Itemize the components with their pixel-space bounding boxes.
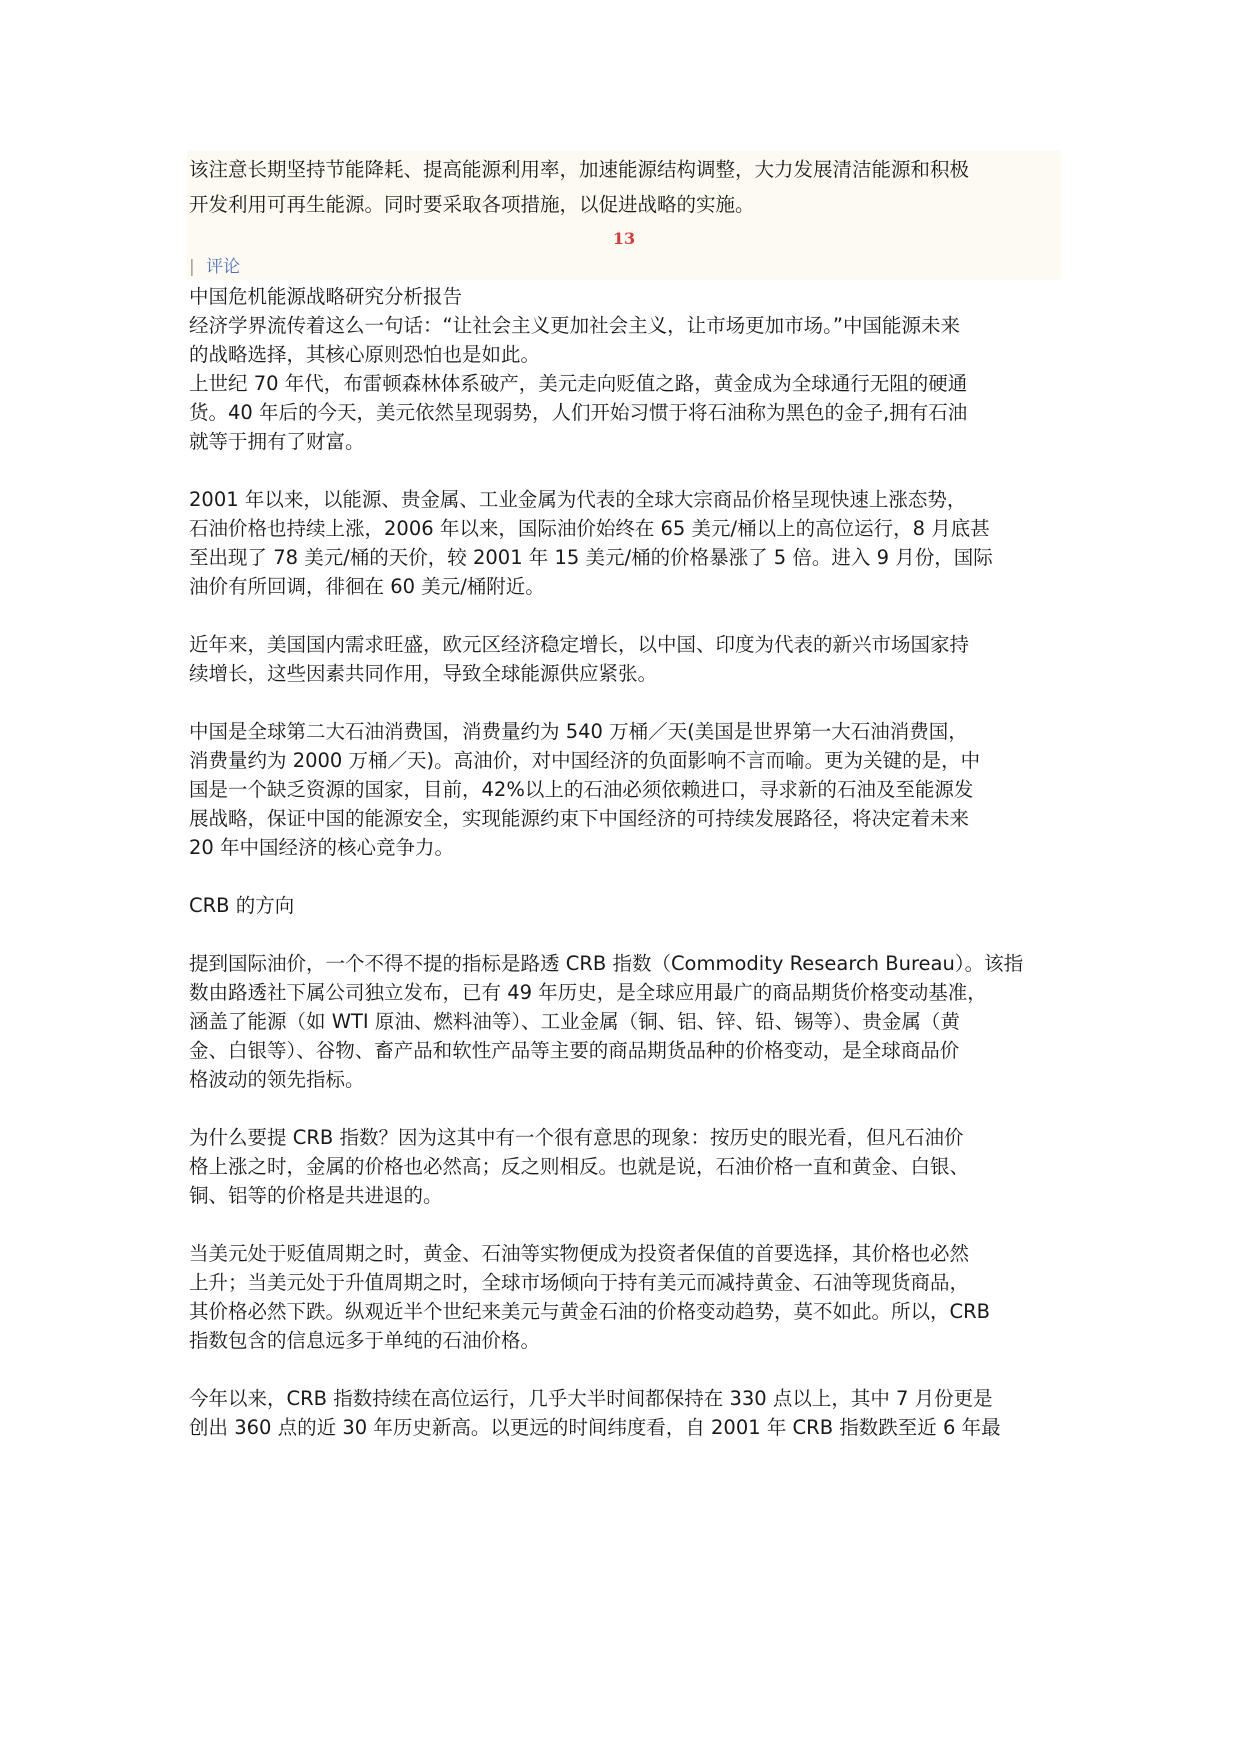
section-heading: CRB 的方向 [189,894,295,917]
paragraph-line: 涵盖了能源（如 WTI 原油、燃料油等）、工业金属（铜、铝、锌、铅、锡等）、贵金属（黄 [189,1010,960,1033]
paragraph-line: 石油价格也持续上涨，2006 年以来，国际油价始终在 65 美元/桶以上的高位运行，8 月底甚 [189,517,990,540]
paragraph-gap [189,920,1061,949]
paragraph-gap [189,862,1061,891]
paragraph-line: 消费量约为 2000 万桶／天)。高油价，对中国经济的负面影响不言而喻。更为关键的是，中 [189,749,981,772]
paragraph-line: 20 年中国经济的核心竞争力。 [189,836,455,859]
paragraph-line: 金、白银等）、谷物、畜产品和软性产品等主要的商品期货品种的价格变动，是全球商品价 [189,1039,960,1062]
paragraph-gap [189,1210,1061,1239]
paragraph-line: 展战略，保证中国的能源安全，实现能源约束下中国经济的可持续发展路径，将决定着未来 [189,807,970,830]
comment-link[interactable]: 评论 [206,257,241,277]
paragraph-gap [189,601,1061,630]
page-number: 13 [612,229,636,248]
paragraph-line: 提到国际油价，一个不得不提的指标是路透 CRB 指数（Commodity Research Bureau）。该指 [189,952,1024,975]
paragraph-gap [189,688,1061,717]
paragraph-line: 近年来，美国国内需求旺盛，欧元区经济稳定增长，以中国、印度为代表的新兴市场国家持 [189,633,970,656]
paragraph-line: 数由路透社下属公司独立发布，已有 49 年历史，是全球应用最广的商品期货价格变动基准， [189,981,987,1004]
paragraph-line: 经济学界流传着这么一句话：“让社会主义更加社会主义，让市场更加市场。”中国能源未来 [189,314,960,337]
paragraph-line: 上升；当美元处于升值周期之时，全球市场倾向于持有美元而减持黄金、石油等现货商品， [189,1271,970,1294]
paragraph-line: 至出现了 78 美元/桶的天价，较 2001 年 15 美元/桶的价格暴涨了 5 倍。进入 9 月份，国际 [189,546,993,569]
comment-separator: | [189,257,195,277]
quote-block [187,150,1061,280]
paragraph-gap [189,456,1061,485]
article-title: 中国危机能源战略研究分析报告 [189,285,463,308]
paragraph-line: 当美元处于贬值周期之时，黄金、石油等实物便成为投资者保值的首要选择，其价格也必然 [189,1242,970,1265]
paragraph-line: 油价有所回调，徘徊在 60 美元/桶附近。 [189,575,545,598]
document-page [189,150,1061,1442]
paragraph-line: 格上涨之时，金属的价格也必然高；反之则相反。也就是说，石油价格一直和黄金、白银、 [189,1155,970,1178]
paragraph-line: 续增长，这些因素共同作用，导致全球能源供应紧张。 [189,662,658,685]
paragraph-line: 格波动的领先指标。 [189,1068,365,1091]
paragraph-line: 其价格必然下跌。纵观近半个世纪来美元与黄金石油的价格变动趋势，莫不如此。所以，CRB [189,1300,991,1323]
paragraph-line: 铜、铝等的价格是共进退的。 [189,1184,443,1207]
quote-line: 该注意长期坚持节能降耗、提高能源利用率，加速能源结构调整，大力发展清洁能源和积极 [189,158,970,181]
paragraph-line: 中国是全球第二大石油消费国，消费量约为 540 万桶／天(美国是世界第一大石油消费国， [189,720,968,743]
paragraph-line: 2001 年以来，以能源、贵金属、工业金属为代表的全球大宗商品价格呈现快速上涨态势， [189,488,967,511]
quote-line: 开发利用可再生能源。同时要采取各项措施，以促进战略的实施。 [189,193,755,216]
paragraph-line: 指数包含的信息远多于单纯的石油价格。 [189,1329,541,1352]
paragraph-line: 货。40 年后的今天，美元依然呈现弱势，人们开始习惯于将石油称为黑色的金子,拥有石油 [189,401,968,424]
paragraph-line: 为什么要提 CRB 指数？因为这其中有一个很有意思的现象：按历史的眼光看，但凡石油价 [189,1126,964,1149]
paragraph-line: 就等于拥有了财富。 [189,430,365,453]
paragraph-gap [189,1094,1061,1123]
paragraph-line: 国是一个缺乏资源的国家，目前，42%以上的石油必须依赖进口，寻求新的石油及至能源发 [189,778,974,801]
comment-row [187,254,1061,280]
paragraph-gap [189,1355,1061,1384]
paragraph-line: 创出 360 点的近 30 年历史新高。以更远的时间纬度看，自 2001 年 CRB 指数跌至近 6 年最 [189,1416,1001,1439]
paragraph-line: 的战略选择，其核心原则恐怕也是如此。 [189,343,541,366]
paragraph-line: 上世纪 70 年代，布雷顿森林体系破产，美元走向贬值之路，黄金成为全球通行无阻的硬通 [189,372,968,395]
paragraph-line: 今年以来，CRB 指数持续在高位运行，几乎大半时间都保持在 330 点以上，其中 7 月份更是 [189,1387,993,1410]
